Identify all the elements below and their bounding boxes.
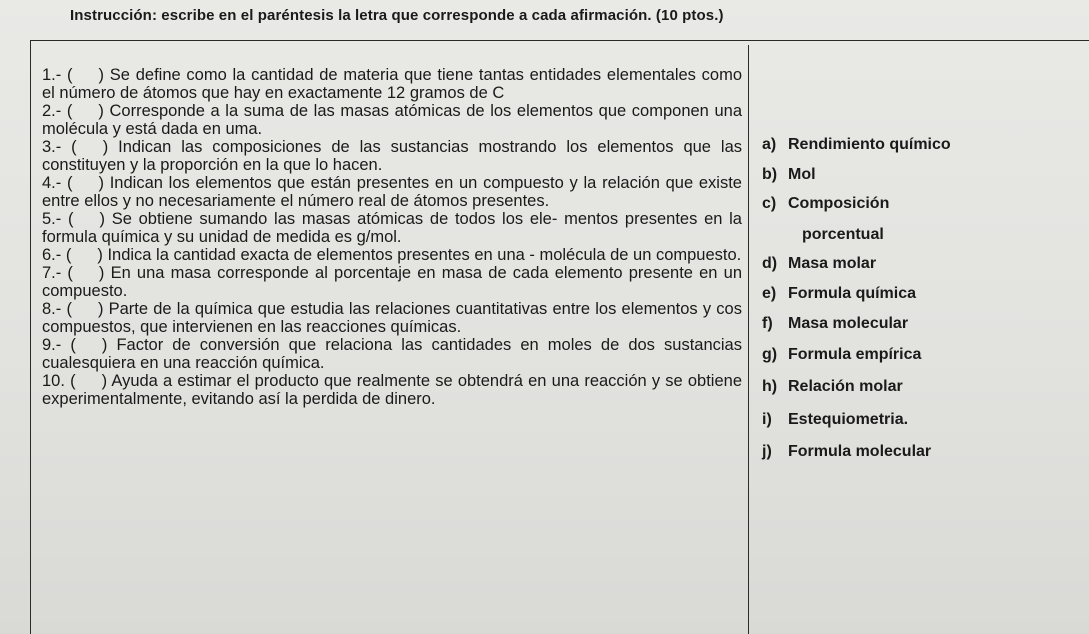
statement-close-paren: ) [98,66,105,84]
answer-option-b [762,166,816,184]
statement-4 [42,174,742,210]
answer-option-h [762,378,903,396]
table-top-border [30,40,1089,41]
statement-10 [42,372,742,408]
statement-text: Indican los elementos que están presentes en un compuesto y la relación que existe entre ellos y no necesariamente el número real de átomos presentes. [42,174,742,210]
option-letter: b) [762,166,778,183]
option-text: Composición [788,195,890,212]
statement-text: Indica la cantidad exacta de elementos presentes en una - molécula de un compuesto. [107,246,742,264]
statement-text: Ayuda a estimar el producto que realmente se obtendrá en una reacción y se obtiene experimentalmente, evitando así la perdida de dinero. [42,372,742,408]
instruction-heading: Instrucción: escribe en el paréntesis la letra que corresponde a cada afirmación. (10 ptos.) [70,7,724,24]
statement-number: 7.- ( [42,264,73,282]
statement-text: Se obtiene sumando las masas atómicas de todos los ele- mentos presentes en la formula química y su unidad de medida es g/mol. [42,210,742,246]
answer-option-f [762,315,908,333]
option-letter: g) [762,346,778,363]
option-text: Masa molecular [788,315,909,332]
statement-8 [42,300,742,336]
option-text: Mol [788,166,816,183]
statement-number: 5.- ( [42,210,74,228]
statement-number: 6.- ( [42,246,72,264]
option-letter: h) [762,378,778,395]
statement-close-paren: ) [101,372,108,390]
table-column-divider [748,45,749,634]
statement-number: 4.- ( [42,174,73,192]
statement-text: Corresponde a la suma de las masas atómicas de los elementos que componen una molécula y está dada en uma. [42,102,742,138]
statement-list [42,66,742,408]
statement-close-paren: ) [102,138,109,156]
statement-2 [42,102,742,138]
statement-close-paren: ) [97,300,104,318]
statement-close-paren: ) [101,336,108,354]
answer-option-c [762,195,889,213]
statement-1 [42,66,742,102]
statement-number: 1.- ( [42,66,73,84]
statement-5 [42,210,742,246]
option-letter: j) [762,443,772,460]
statement-9 [42,336,742,372]
answer-option-i [762,411,908,429]
option-letter: a) [762,136,777,153]
option-letter: d) [762,255,778,272]
option-text: porcentual [802,226,884,243]
statement-number: 3.- ( [42,138,77,156]
statement-close-paren: ) [98,174,104,192]
statement-text: Parte de la química que estudia las relaciones cuantitativas entre los elementos y cos compuestos, que intervienen en las reacciones químicas. [42,300,742,336]
statement-text: Indican las composiciones de las sustancias mostrando los elementos que las constituyen y la proporción en la que lo hacen. [42,138,742,174]
option-letter: c) [762,195,777,212]
statement-close-paren: ) [98,264,105,282]
statement-number: 10. ( [42,372,76,390]
option-letter: e) [762,285,777,302]
option-text: Estequiometria. [788,411,909,428]
table-left-border [30,40,31,634]
option-text: Formula química [788,285,917,302]
answer-option-d [762,255,876,273]
option-text: Masa molar [788,255,877,272]
option-letter: i) [762,411,772,428]
option-text: Relación molar [788,378,903,395]
option-letter: f) [762,315,773,332]
answer-option-c-continued [802,226,884,244]
statement-text: Se define como la cantidad de materia que tiene tantas entidades elementales como el número de átomos que hay en exactamente 12 gramos de C [42,66,743,102]
option-text: Formula empírica [788,346,922,363]
answer-option-e [762,285,916,303]
answer-option-g [762,346,921,364]
answer-option-a [762,136,951,154]
statement-close-paren: ) [98,102,104,120]
statement-close-paren: ) [97,246,103,264]
statement-text: Factor de conversión que relaciona las cantidades en moles de dos sustancias cualesquiera en una reacción química. [42,336,742,372]
statement-6 [42,246,742,264]
answer-option-j [762,443,931,461]
statement-7 [42,264,742,300]
option-text: Rendimiento químico [788,136,951,153]
statement-number: 8.- ( [42,300,72,318]
statement-number: 9.- ( [42,336,76,354]
statement-close-paren: ) [99,210,105,228]
statement-3 [42,138,742,174]
statement-number: 2.- ( [42,102,73,120]
statement-text: En una masa corresponde al porcentaje en masa de cada elemento presente en un compuesto. [42,264,742,300]
option-text: Formula molecular [788,443,932,460]
